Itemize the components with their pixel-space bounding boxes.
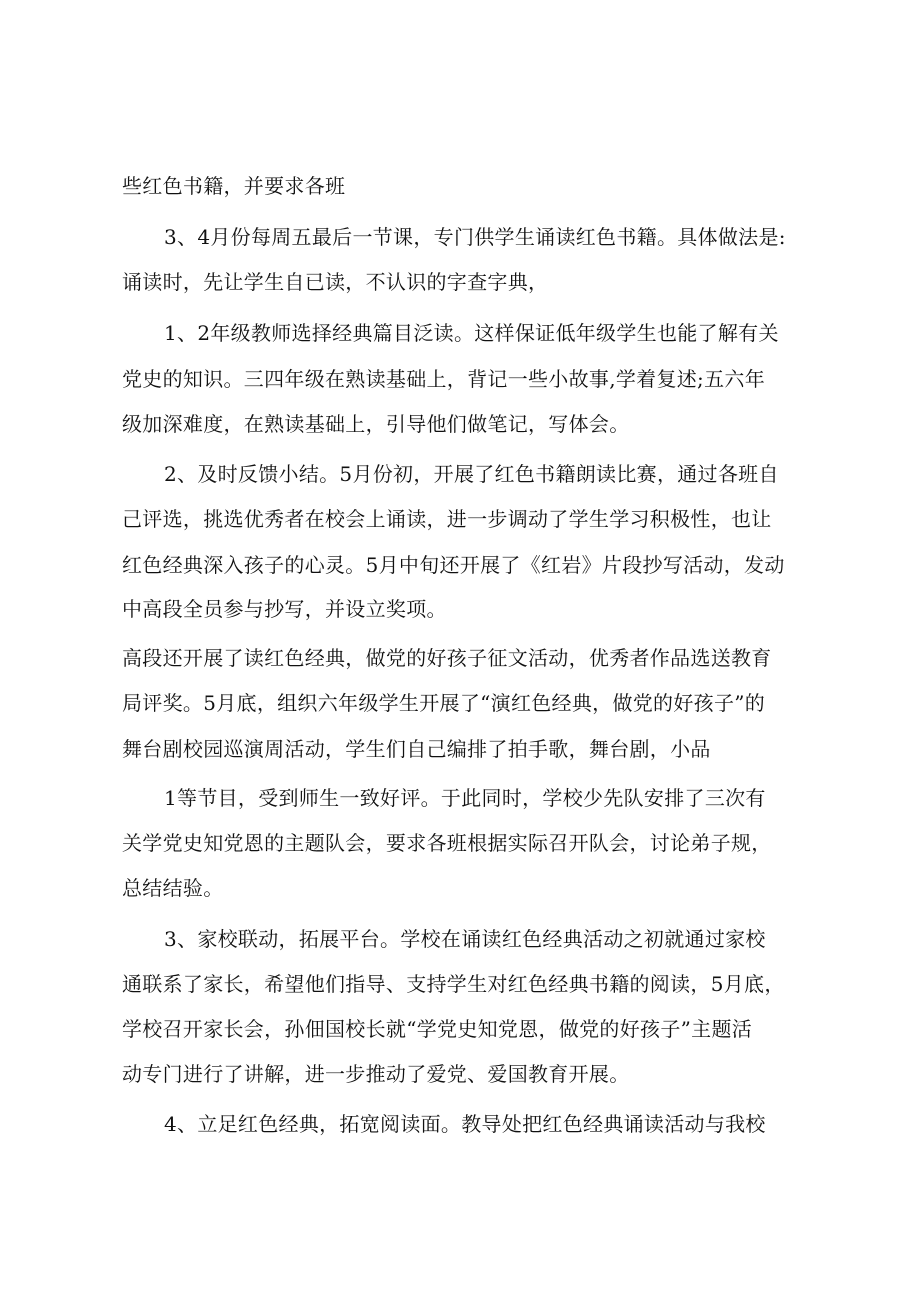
text-line: 舞台剧校园巡演周活动，学生们自己编排了拍手歌，舞台剧，小品 <box>122 737 711 761</box>
text-line: 3、家校联动，拓展平台。学校在诵读红色经典活动之初就通过家校 <box>164 927 766 951</box>
text-line: 级加深难度，在熟读基础上，引导他们做笔记，写体会。 <box>122 412 630 436</box>
text-line: 2、及时反馈小结。5月份初，开展了红色书籍朗读比赛，通过各班自 <box>164 462 779 486</box>
text-line: 党史的知识。三四年级在熟读基础上，背记一些小故事,学着复述;五六年 <box>122 367 765 391</box>
text-line: 4、立足红色经典，拓宽阅读面。教导处把红色经典诵读活动与我校 <box>164 1112 766 1136</box>
text-line: 中高段全员参与抄写，并设立奖项。 <box>122 597 447 621</box>
text-line: 诵读时，先让学生自已读，不认识的字查字典， <box>122 270 549 294</box>
text-line: 红色经典深入孩子的心灵。5月中旬还开展了《红岩》片段抄写活动，发动 <box>122 553 785 577</box>
text-line: 动专门进行了讲解，进一步推动了爱党、爱国教育开展。 <box>122 1062 630 1086</box>
text-line: 通联系了家长，希望他们指导、支持学生对红色经典书籍的阅读，5月底， <box>122 972 785 996</box>
text-line: 高段还开展了读红色经典，做党的好孩子征文活动，优秀者作品选送教育 <box>122 646 772 670</box>
text-line: 些红色书籍，并要求各班 <box>122 174 346 198</box>
text-line: 3、4月份每周五最后一节课，专门供学生诵读红色书籍。具体做法是: <box>164 225 786 249</box>
text-line: 1等节目，受到师生一致好评。于此同时，学校少先队安排了三次有 <box>164 786 766 810</box>
text-line: 局评奖。5月底，组织六年级学生开展了“演红色经典，做党的好孩子”的 <box>122 691 766 715</box>
text-line: 1、2年级教师选择经典篇目泛读。这样保证低年级学生也能了解有关 <box>164 321 779 345</box>
text-line: 学校召开家长会，孙佃国校长就“学党史知党恩，做党的好孩子”主题活 <box>122 1017 753 1041</box>
text-line: 关学党史知党恩的主题队会，要求各班根据实际召开队会，讨论弟子规， <box>122 831 772 855</box>
text-line: 己评选，挑选优秀者在校会上诵读，进一步调动了学生学习积极性，也让 <box>122 507 772 531</box>
text-line: 总结结验。 <box>122 876 224 900</box>
